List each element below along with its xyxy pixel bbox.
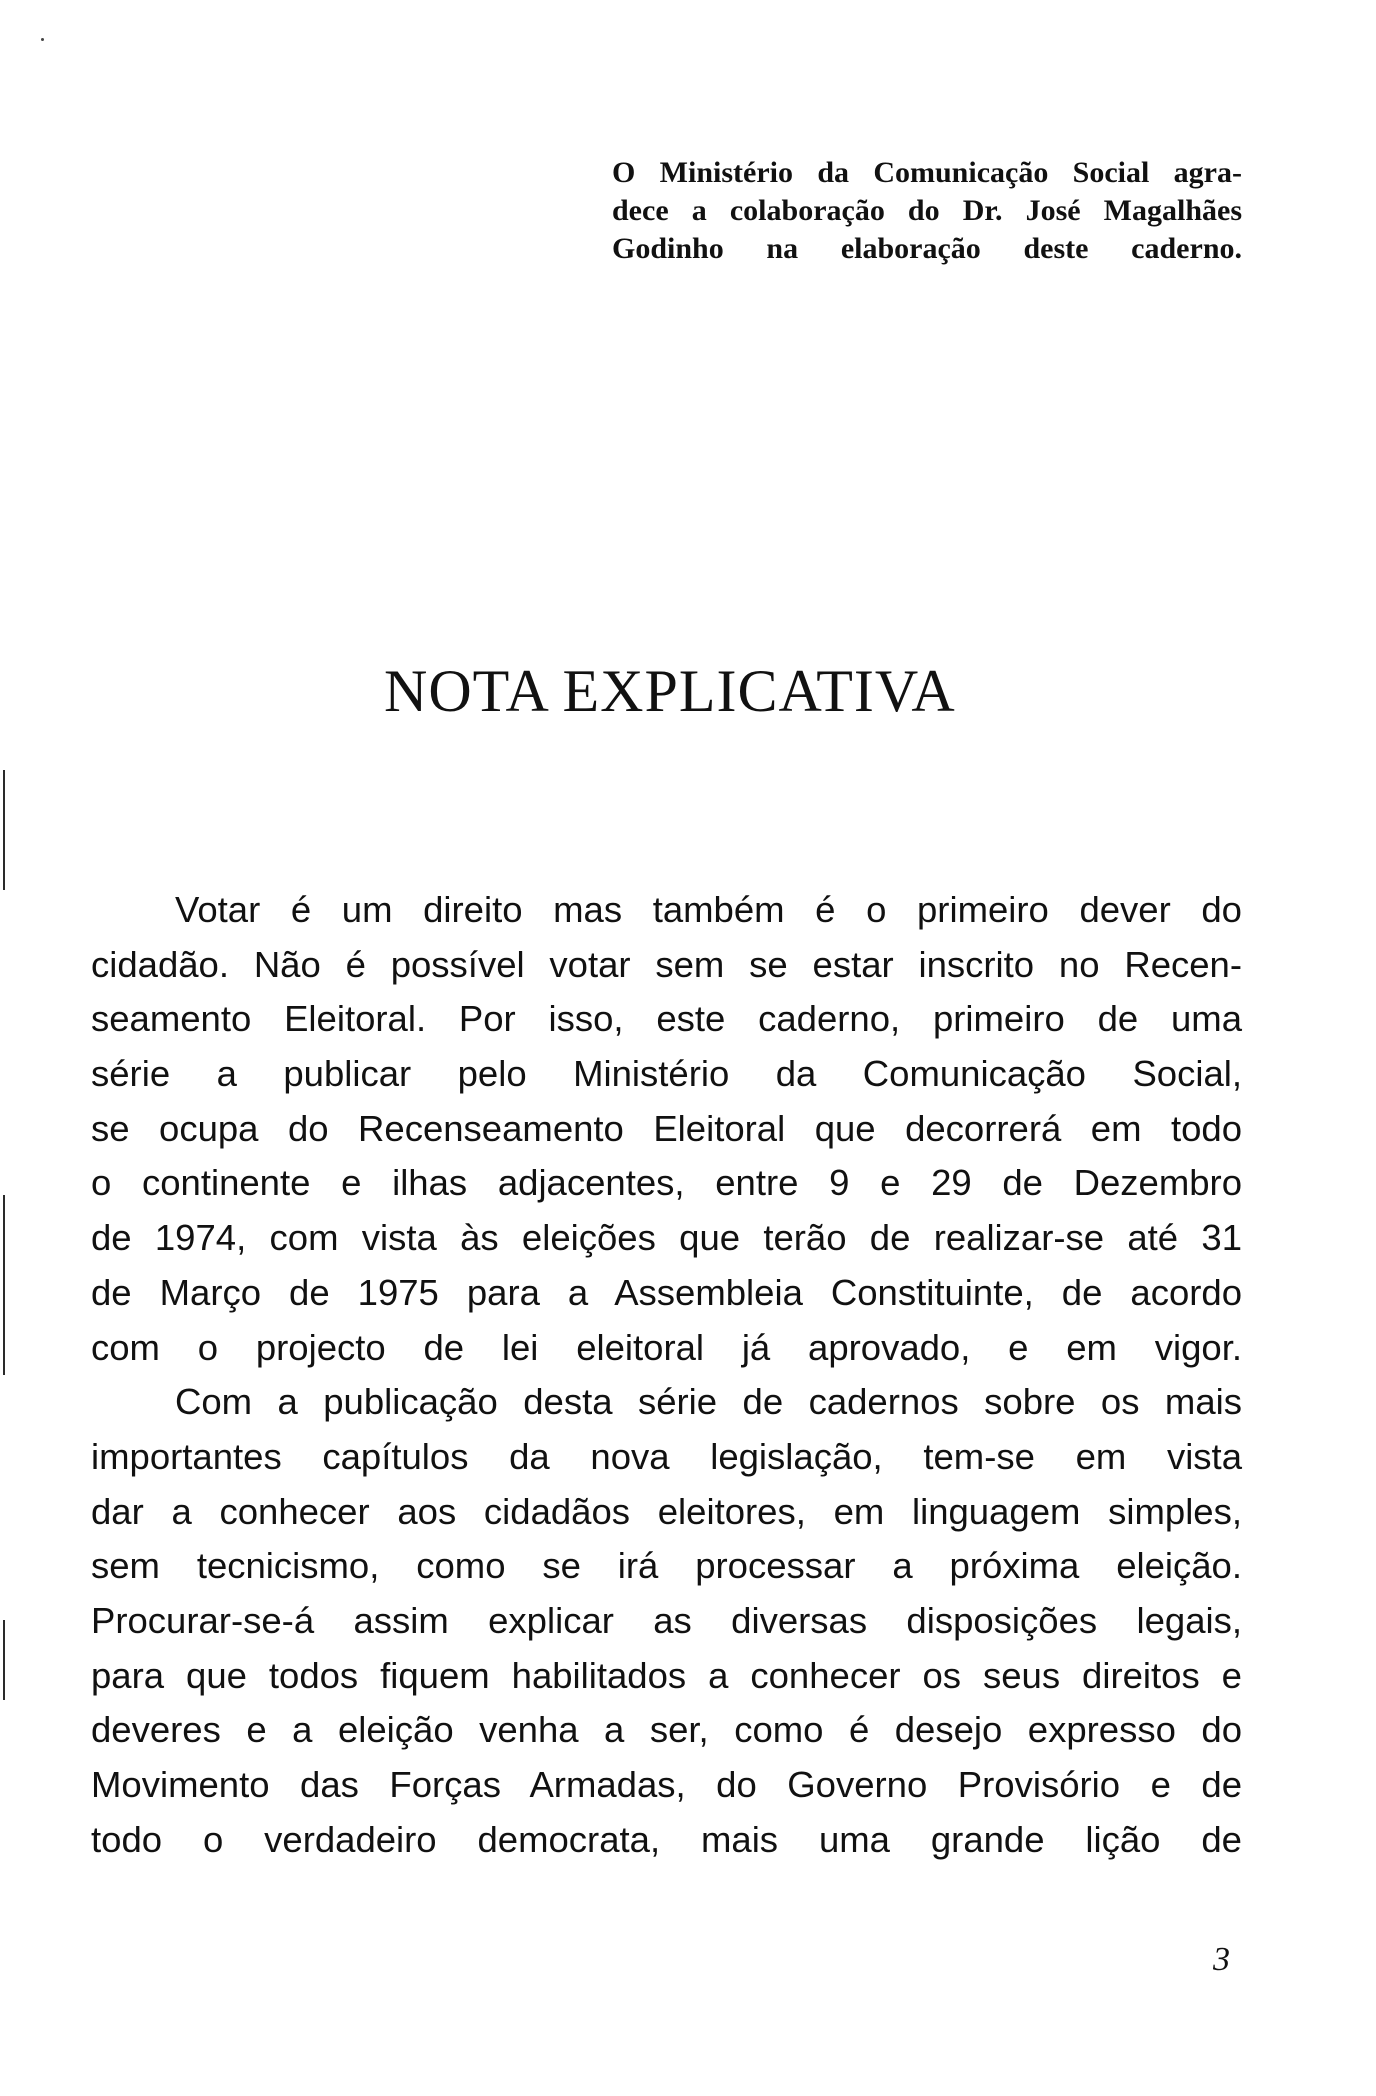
page-number: 3 [1213,1941,1230,1978]
body-line: importantes capítulos da nova legislação, tem-se em vista [91,1435,1242,1477]
body-line: de Março de 1975 para a Assembleia Constituinte, de acordo [91,1271,1242,1313]
body-paragraphs [91,883,1242,1867]
body-line: todo o verdadeiro democrata, mais uma grande lição de [91,1818,1242,1860]
acknowledgement-line: Godinho na elaboração deste caderno. [612,232,1242,265]
acknowledgement-line: O Ministério da Comunicação Social agra- [612,156,1242,189]
acknowledgement-line: dece a colaboração do Dr. José Magalhães [612,194,1242,227]
body-line: série a publicar pelo Ministério da Comunicação Social, [91,1053,1242,1095]
acknowledgement-note [612,154,1242,268]
body-line: sem tecnicismo, como se irá processar a próxima eleição. [91,1545,1242,1587]
body-line: cidadão. Não é possível votar sem se estar inscrito no Recen- [91,943,1242,985]
body-line: com o projecto de lei eleitoral já aprovado, e em vigor. [91,1326,1242,1368]
scan-edge-line [3,1620,5,1700]
scan-speck [41,38,44,41]
body-line: o continente e ilhas adjacentes, entre 9 e 29 de Dezembro [91,1162,1242,1204]
body-line: Votar é um direito mas também é o primeiro dever do [175,889,1242,930]
scan-edge-line [3,1195,5,1375]
body-line: de 1974, com vista às eleições que terão de realizar-se até 31 [91,1217,1242,1259]
page-title: NOTA EXPLICATIVA [384,658,956,724]
body-line: Procurar-se-á assim explicar as diversas disposições legais, [91,1599,1242,1641]
body-line: se ocupa do Recenseamento Eleitoral que decorrerá em todo [91,1107,1242,1149]
body-line: seamento Eleitoral. Por isso, este caderno, primeiro de uma [91,998,1242,1040]
body-line: para que todos fiquem habilitados a conhecer os seus direitos e [91,1654,1242,1696]
body-line: deveres e a eleição venha a ser, como é desejo expresso do [91,1709,1242,1751]
body-line: Com a publicação desta série de cadernos sobre os mais [175,1381,1242,1423]
scan-edge-line [3,770,5,890]
body-line: Movimento das Forças Armadas, do Governo Provisório e de [91,1764,1242,1805]
body-line: dar a conhecer aos cidadãos eleitores, em linguagem simples, [91,1490,1242,1532]
